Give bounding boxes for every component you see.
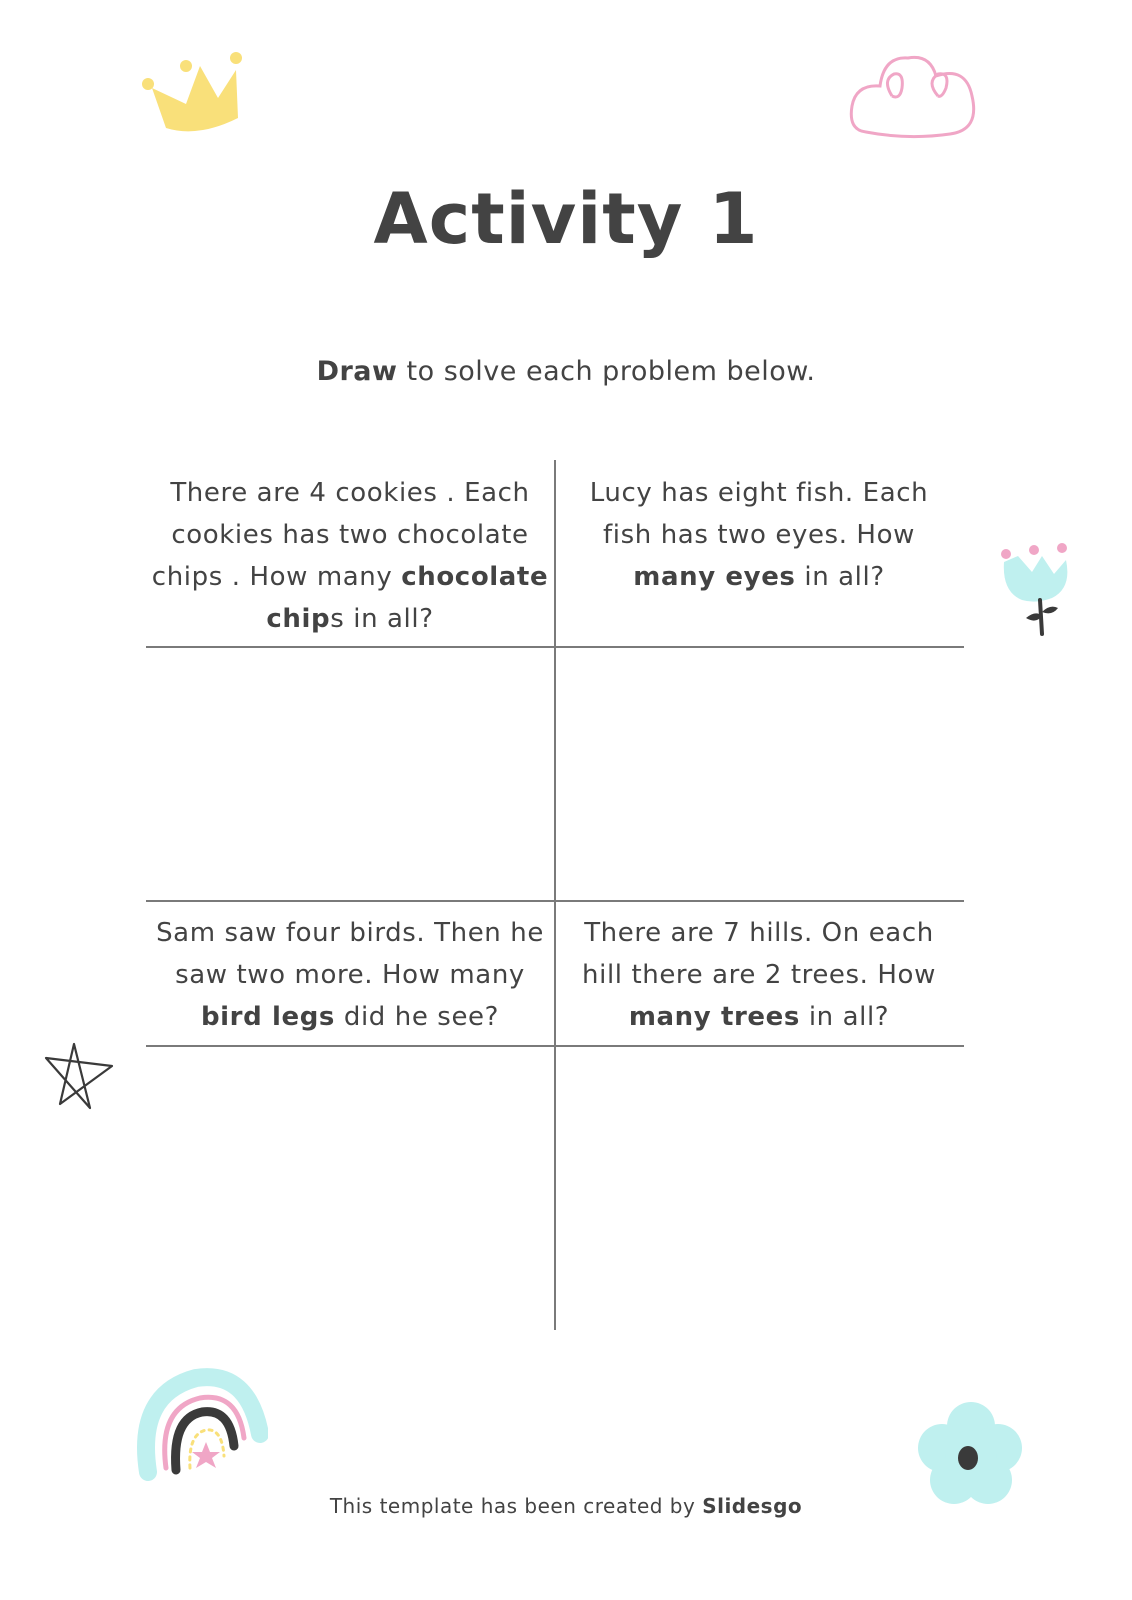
grid-divider-middle: [146, 900, 964, 902]
instruction-bold: Draw: [316, 356, 398, 387]
problem-2-text: Lucy has eight fish. Each fish has two eyes. How: [589, 478, 929, 550]
problem-4-text: There are 7 hills. On each hill there are 2 trees. How: [582, 918, 936, 990]
problem-4-tail: in all?: [799, 1002, 890, 1032]
problem-2-tail: in all?: [795, 562, 885, 592]
problem-3-tail: did he see?: [335, 1002, 500, 1032]
cloud-icon: [846, 44, 980, 146]
problem-3-keyword: bird legs: [200, 1002, 335, 1032]
flower-bud-icon: [996, 542, 1076, 638]
problem-3-text: Sam saw four birds. Then he saw two more. How many: [156, 918, 544, 990]
problem-1-text: There are 4 cookies . Each cookies has two chocolate chips . How many: [151, 478, 530, 592]
crown-icon: [138, 48, 248, 148]
star-icon: [40, 1040, 120, 1112]
footer-brand-link[interactable]: Slidesgo: [702, 1494, 803, 1518]
instruction: [0, 356, 1132, 387]
footer-credit: [0, 1494, 1132, 1518]
rainbow-icon: [136, 1364, 268, 1484]
problem-2-keyword: many eyes: [633, 562, 796, 592]
grid-divider-vertical: [554, 460, 556, 1330]
problem-2: [574, 472, 944, 598]
problem-4: [574, 912, 944, 1038]
instruction-text: to solve each problem below.: [397, 356, 816, 387]
problem-1: [150, 472, 550, 640]
grid-divider-bottom: [146, 1045, 964, 1047]
problem-3: [150, 912, 550, 1038]
problem-1-tail: s in all?: [330, 604, 434, 634]
page-title: Activity 1: [373, 178, 759, 260]
grid-divider-top: [146, 646, 964, 648]
footer-text: This template has been created by: [329, 1494, 703, 1518]
problem-1-keyword: chocolate chip: [266, 562, 549, 634]
problem-4-keyword: many trees: [628, 1002, 800, 1032]
